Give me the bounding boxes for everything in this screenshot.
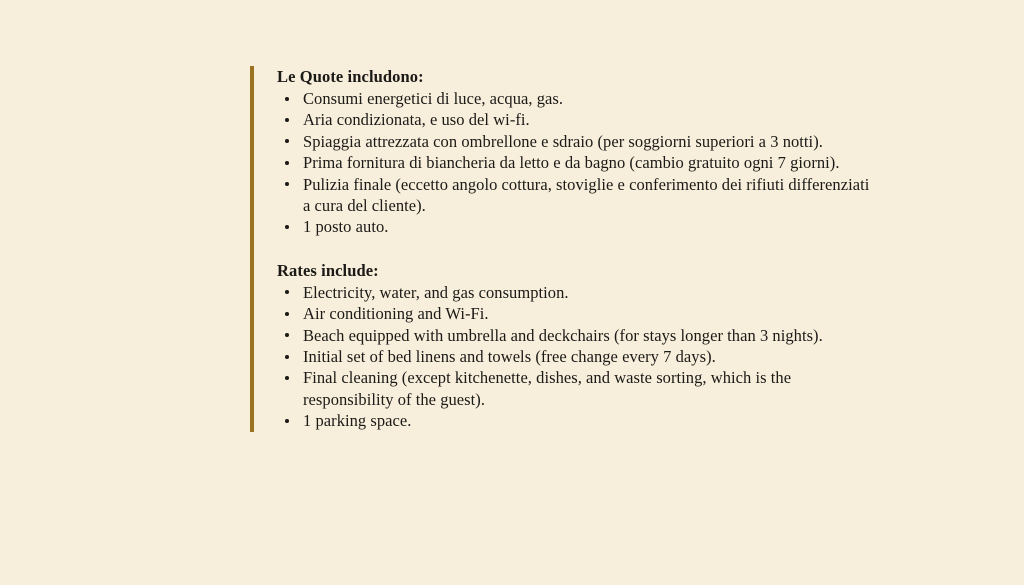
list-item-text: Initial set of bed linens and towels (free change every 7 days). — [303, 347, 716, 367]
list-item — [277, 152, 877, 173]
list-item — [277, 346, 877, 367]
list-item-text: Spiaggia attrezzata con ombrellone e sdraio (per soggiorni superiori a 3 notti). — [303, 131, 823, 151]
inclusions-list-english — [277, 282, 877, 432]
section-heading-english: Rates include: — [277, 260, 379, 280]
list-item — [277, 216, 877, 237]
bullet-icon — [285, 376, 289, 380]
bullet-icon — [285, 419, 289, 423]
bullet-icon — [285, 97, 289, 101]
bullet-icon — [285, 161, 289, 165]
list-item-text: Beach equipped with umbrella and deckchairs (for stays longer than 3 nights). — [303, 325, 823, 345]
list-item — [277, 367, 877, 410]
list-item — [277, 174, 877, 217]
section-heading-italian: Le Quote includono: — [277, 67, 424, 86]
bullet-icon — [285, 312, 289, 316]
list-item — [277, 303, 877, 324]
list-item-text: Final cleaning (except kitchenette, dishes, and waste sorting, which is the responsibility of the guest). — [303, 368, 792, 409]
bullet-icon — [285, 333, 289, 337]
section-english — [277, 260, 877, 432]
bullet-icon — [285, 290, 289, 294]
list-item — [277, 410, 877, 431]
bullet-icon — [285, 355, 289, 359]
bullet-icon — [285, 182, 289, 186]
bullet-icon — [285, 225, 289, 229]
list-item-text: 1 parking space. — [303, 411, 412, 431]
content-block — [250, 66, 877, 432]
list-item — [277, 282, 877, 303]
list-item — [277, 131, 877, 152]
list-item — [277, 88, 877, 109]
list-item — [277, 325, 877, 346]
list-item-text: Prima fornitura di biancheria da letto e da bagno (cambio gratuito ogni 7 giorni). — [303, 153, 840, 173]
list-item — [277, 109, 877, 130]
list-item-text: Electricity, water, and gas consumption. — [303, 282, 569, 302]
bullet-icon — [285, 118, 289, 122]
list-item-text: 1 posto auto. — [303, 217, 389, 237]
inclusions-list-italian — [277, 88, 877, 238]
section-italian — [277, 66, 877, 238]
list-item-text: Pulizia finale (eccetto angolo cottura, stoviglie e conferimento dei rifiuti differenziati a cura del cliente). — [303, 174, 870, 216]
list-item-text: Air conditioning and Wi-Fi. — [303, 304, 489, 324]
bullet-icon — [285, 139, 289, 143]
list-item-text: Aria condizionata, e uso del wi-fi. — [303, 110, 530, 130]
list-item-text: Consumi energetici di luce, acqua, gas. — [303, 89, 564, 108]
